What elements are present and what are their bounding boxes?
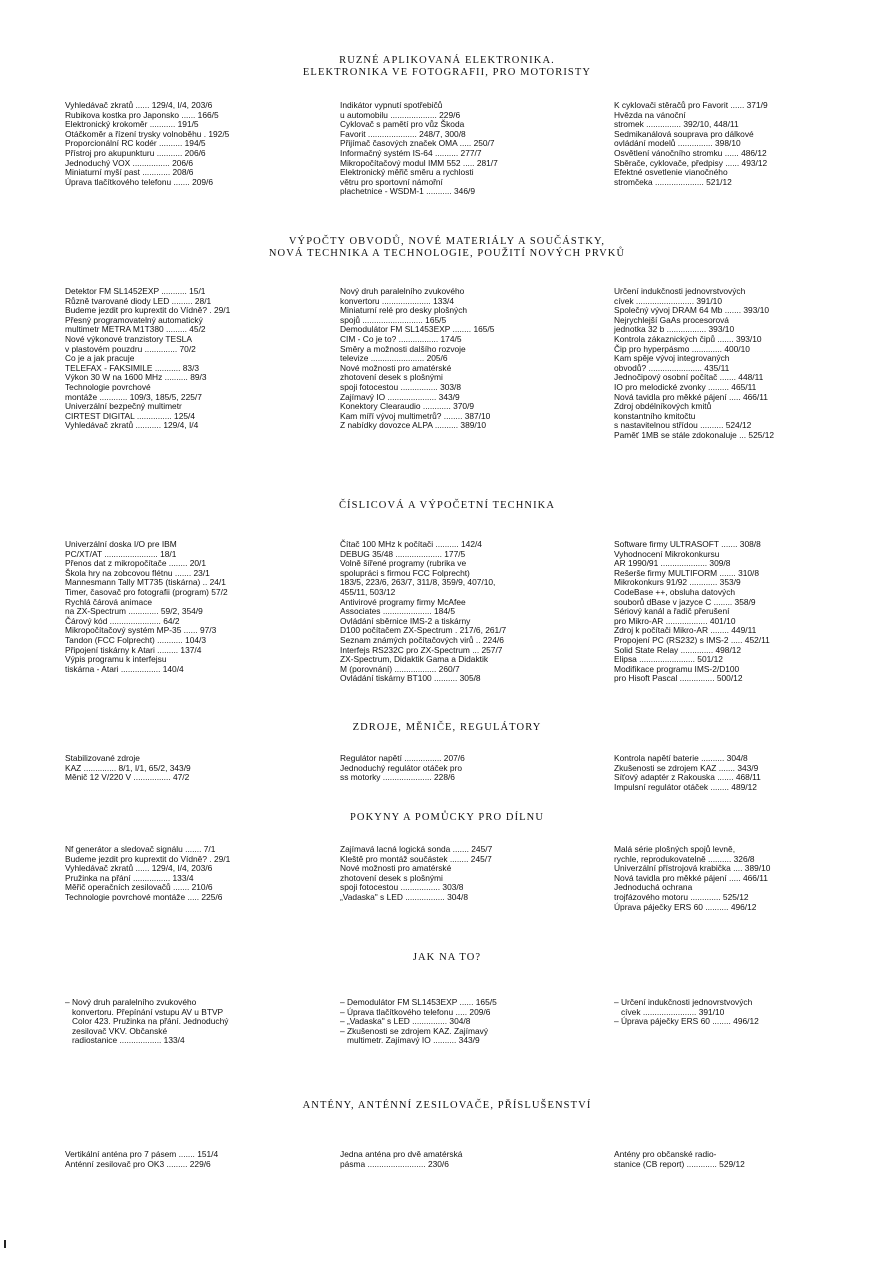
index-entry: Mikropočítačový modul IMM 552 ..... 281/7 <box>340 157 498 168</box>
index-entry: Mikrokonkurs 91/92 ............ 353/9 <box>614 577 741 588</box>
index-entry: 183/5, 223/6, 263/7, 311/8, 359/9, 407/10, <box>340 577 496 588</box>
index-entry: Impulsní regulátor otáček ........ 489/12 <box>614 781 757 792</box>
index-entry: Společný vývoj DRAM 64 Mb ....... 393/10 <box>614 305 770 316</box>
index-entry: Nová tavidla pro měkké pájení ..... 466/11 <box>614 391 768 402</box>
index-entry: Nf generátor a sledovač signálu ....... 7/1 <box>65 844 216 854</box>
section-column <box>340 101 498 197</box>
index-entry: cívek ....................... 391/10 <box>614 1006 725 1017</box>
section-title-line: ČÍSLICOVÁ A VÝPOČETNÍ TECHNIKA <box>338 500 556 511</box>
index-entry: plachetnice - WSDM-1 ........... 346/9 <box>340 186 475 197</box>
index-entry: Mikropočítačový systém MP-35 ...... 97/3 <box>65 625 217 636</box>
index-entry: TELEFAX - FAKSIMILE ........... 83/3 <box>65 362 200 373</box>
section-column <box>65 754 191 783</box>
index-entry: spoji fotocestou ................ 303/8 <box>340 381 462 392</box>
index-entry: multimetr METRA M1T380 ......... 45/2 <box>65 324 206 335</box>
index-entry: Software firmy ULTRASOFT ....... 308/8 <box>614 539 761 549</box>
index-entry: – Zkušenosti se zdrojem KAZ. Zajímavý <box>340 1025 489 1036</box>
index-entry: Antivirové programy firmy McAfee <box>340 596 466 607</box>
index-entry: CodeBase ++, obsluha datových <box>614 586 736 597</box>
section-title-line: JAK NA TO? <box>412 952 482 963</box>
index-entry: Favorit ..................... 248/7, 300/8 <box>340 128 466 139</box>
index-entry: Měřič operačních zesilovačů ....... 210/6 <box>65 882 213 893</box>
section-title <box>0 500 894 512</box>
index-entry: Výkon 30 W na 1600 MHz .......... 89/3 <box>65 372 207 383</box>
index-entry: IO pro melodické zvonky ......... 465/11 <box>614 381 757 392</box>
index-entry: stromek ............... 392/10, 448/11 <box>614 119 739 130</box>
index-entry: Detektor FM SL1452EXP ........... 15/1 <box>65 286 206 296</box>
index-entry: televize ....................... 205/6 <box>340 353 448 364</box>
index-entry: Timer, časovač pro fotografii (program) 57/2 <box>65 586 228 597</box>
index-entry: Pružinka na přání ................ 133/4 <box>65 872 194 883</box>
index-entry: Čítač 100 MHz k počítači .......... 142/4 <box>340 539 482 549</box>
index-entry: Jednoduchý regulátor otáček pro <box>340 762 462 773</box>
index-entry: Osvětlení vánočního stromku ...... 486/12 <box>614 147 767 158</box>
index-entry: Jedna anténa pro dvě amatérská <box>340 1149 463 1159</box>
index-entry: Kleště pro montáž součástek ........ 245/7 <box>340 853 492 864</box>
index-entry: konvertoru ..................... 133/4 <box>340 295 455 306</box>
index-entry: Hvězda na vánoční <box>614 109 686 120</box>
index-entry: Škola hry na zobcovou flétnu ....... 23/1 <box>65 567 210 578</box>
index-entry: konvertoru. Přepínání vstupu AV u BTVP <box>65 1006 224 1017</box>
index-entry: Regulátor napětí ................ 207/6 <box>340 753 465 763</box>
margin-mark <box>4 1240 6 1248</box>
index-entry: Vertikální anténa pro 7 pásem ....... 151/4 <box>65 1149 219 1159</box>
index-entry: zhotovení desek s plošnými <box>340 872 443 883</box>
section-column <box>65 540 228 674</box>
index-entry: tiskárna - Atari ................. 140/4 <box>65 663 184 674</box>
index-entry: Nejrychlejší GaAs procesorová <box>614 314 729 325</box>
index-entry: Sběrače, cyklovače, předpisy ...... 493/12 <box>614 157 768 168</box>
index-entry: Jednočipový osobní počítač ....... 448/11 <box>614 372 764 383</box>
index-entry: Budeme jezdit pro kuprextit do Vídně? . 29/1 <box>65 853 231 864</box>
section-column <box>614 101 768 187</box>
index-entry: Přenos dat z mikropočítače ........ 20/1 <box>65 558 207 569</box>
index-entry: Co je a jak pracuje <box>65 353 135 364</box>
index-entry: Různě tvarované diody LED ......... 28/1 <box>65 295 212 306</box>
index-entry: Associates ..................... 184/5 <box>340 606 455 617</box>
index-entry: „Vadaska" s LED ................. 304/8 <box>340 891 469 902</box>
index-entry: rychle, reprodukovatelně .......... 326/8 <box>614 853 755 864</box>
index-entry: Mannesmann Tally MT735 (tiskárna) .. 24/1 <box>65 577 226 588</box>
section-title <box>0 722 894 734</box>
index-entry: na ZX-Spectrum ............. 59/2, 354/9 <box>65 606 203 617</box>
index-entry: AR 1990/91 .................... 309/8 <box>614 558 731 569</box>
index-entry: stanice (CB report) ............. 529/12 <box>614 1158 745 1169</box>
section-title <box>0 952 894 964</box>
index-entry: Paměť 1MB se stále zdokonaluje ... 525/12 <box>614 429 775 440</box>
index-entry: Anténní zesilovač pro OK3 ......... 229/6 <box>65 1158 211 1169</box>
index-entry: u automobilu .................... 229/6 <box>340 109 461 120</box>
index-entry: Elektronický krokoměr ........... 191/5 <box>65 119 199 130</box>
index-entry: PC/XT/AT ....................... 18/1 <box>65 548 177 559</box>
section-column <box>340 845 492 903</box>
section-column <box>614 754 761 792</box>
section-title-line: ZDROJE, MĚNIČE, REGULÁTORY <box>352 722 542 733</box>
index-entry: Přijímač časových značek OMA ..... 250/7 <box>340 138 495 149</box>
index-entry: Kam míří vývoj multimetrů? ........ 387/10 <box>340 410 491 421</box>
index-entry: spoji fotocestou ................. 303/8 <box>340 882 464 893</box>
section-title-line: VÝPOČTY OBVODŮ, NOVÉ MATERIÁLY A SOUČÁSTKY, NOVÁ TECHNIKA A TECHNOLOGIE, POUŽITÍ NOVÝCH PRVKŮ <box>268 236 626 259</box>
index-entry: montáže ............ 109/3, 185/5, 225/7 <box>65 391 202 402</box>
index-entry: CIM - Co je to? ................. 174/5 <box>340 333 462 344</box>
index-entry: Cyklovač s pamětí pro vůz Škoda <box>340 119 465 130</box>
section-column <box>340 287 494 431</box>
section-column <box>340 540 506 684</box>
section-column <box>65 101 229 187</box>
index-entry: – „Vadaska" s LED ............... 304/8 <box>340 1016 471 1027</box>
index-entry: Univerzální bezpečný multimetr <box>65 401 182 412</box>
index-entry: Zajímavý IO ..................... 343/9 <box>340 391 460 402</box>
index-entry: Color 423. Pružinka na přání. Jednoduchý <box>65 1016 229 1027</box>
section-column <box>340 998 497 1046</box>
index-entry: Úprava páječky ERS 60 .......... 496/12 <box>614 901 757 912</box>
index-entry: Rubikova kostka pro Japonsko ...... 166/5 <box>65 109 219 120</box>
index-entry: Technologie povrchové montáže ..... 225/6 <box>65 891 223 902</box>
section-column <box>340 1150 462 1169</box>
index-entry: ss motorky ..................... 228/6 <box>340 772 455 783</box>
index-entry: Budeme jezdit pro kuprextit do Vídně? . 29/1 <box>65 305 231 316</box>
index-entry: – Nový druh paralelního zvukového <box>65 997 197 1007</box>
index-entry: Tandon (FCC Folprecht) ........... 104/3 <box>65 634 207 645</box>
index-entry: Seznam známých počítačových virů .. 224/6 <box>340 634 504 645</box>
index-entry: Určení indukčnosti jednovrstvových <box>614 286 746 296</box>
section-title-line: POKYNY A POMŮCKY PRO DÍLNU <box>349 812 545 823</box>
index-entry: Otáčkoměr a řízení trysky volnoběhu . 192/5 <box>65 128 230 139</box>
index-entry: Vyhodnocení Mikrokonkursu <box>614 548 720 559</box>
index-entry: Zkušenosti se zdrojem KAZ ....... 343/9 <box>614 762 759 773</box>
index-entry: v plastovém pouzdru .............. 70/2 <box>65 343 196 354</box>
index-entry: pásma ......................... 230/6 <box>340 1158 449 1169</box>
section-title <box>0 55 894 79</box>
index-entry: Nová tavidla pro měkké pájení ..... 466/11 <box>614 872 768 883</box>
index-entry: Čárový kód ...................... 64/2 <box>65 615 180 626</box>
index-entry: Vyhledávač zkratů ........... 129/4, I/4 <box>65 420 199 431</box>
index-entry: Univerzální přístrojová krabička .... 389/10 <box>614 863 771 874</box>
index-entry: Nový druh paralelního zvukového <box>340 286 465 296</box>
index-entry: ZX-Spectrum, Didaktik Gama a Didaktik <box>340 654 489 665</box>
index-entry: 455/11, 503/12 <box>340 586 396 597</box>
index-entry: Rešerše firmy MULTIFORM ....... 310/8 <box>614 567 760 578</box>
index-entry: Vyhledávač zkratů ...... 129/4, I/4, 203/6 <box>65 863 213 874</box>
index-entry: Jednoduchý VOX ................ 206/6 <box>65 157 194 168</box>
index-entry: Kontrola napětí baterie .......... 304/8 <box>614 753 748 763</box>
index-entry: Ovládání sběrnice IMS-2 a tiskárny <box>340 615 471 626</box>
section-title <box>0 812 894 824</box>
index-entry: Interfejs RS232C pro ZX-Spectrum ... 257/7 <box>340 644 503 655</box>
section-column <box>614 287 774 441</box>
section-column <box>340 754 465 783</box>
index-entry: Proporcionální RC kodér .......... 194/5 <box>65 138 206 149</box>
index-entry: stromčeka ..................... 521/12 <box>614 176 732 187</box>
section-column <box>65 287 230 431</box>
index-entry: Elektronický měřič směru a rychlosti <box>340 167 474 178</box>
index-entry: M (porovnání) .................. 260/7 <box>340 663 460 674</box>
index-entry: obvodů? ....................... 435/11 <box>614 362 730 373</box>
index-entry: – Demodulátor FM SL1453EXP ...... 165/5 <box>340 997 497 1007</box>
index-entry: cívek ......................... 391/10 <box>614 295 722 306</box>
section-column <box>614 845 770 912</box>
section-title <box>0 1100 894 1112</box>
index-entry: Čip pro hyperpásmo ............. 400/10 <box>614 343 750 354</box>
index-entry: Rychlá čárová animace <box>65 596 153 607</box>
index-entry: konstantního kmitočtu <box>614 410 696 421</box>
index-entry: CIRTEST DIGITAL ............... 125/4 <box>65 410 196 421</box>
index-entry: DEBUG 35/48 .................... 177/5 <box>340 548 466 559</box>
index-entry: Demodulátor FM SL1453EXP ........ 165/5 <box>340 324 495 335</box>
section-column <box>65 998 228 1046</box>
index-entry: Přesný programovatelný automatický <box>65 314 203 325</box>
index-entry: Efektné osvetlenie vianočného <box>614 167 728 178</box>
section-title-line: RUZNÉ APLIKOVANÁ ELEKTRONIKA. ELEKTRONIKA VE FOTOGRAFII, PRO MOTORISTY <box>302 55 592 78</box>
index-entry: zhotovení desek s plošnými <box>340 372 443 383</box>
index-entry: Sériový kanál a řadič přerušení <box>614 606 730 617</box>
index-entry: Vyhledávač zkratů ...... 129/4, I/4, 203/6 <box>65 100 213 110</box>
index-entry: Úprava tlačítkového telefonu ....... 209/6 <box>65 176 214 187</box>
index-entry: Síťový adaptér z Rakouska ....... 468/11 <box>614 772 761 783</box>
index-entry: Kontrola zákaznických čipů ....... 393/10 <box>614 333 762 344</box>
index-entry: – Úprava páječky ERS 60 ........ 496/12 <box>614 1016 759 1027</box>
section-title <box>0 236 894 260</box>
index-entry: Kam spěje vývoj integrovaných <box>614 353 730 364</box>
index-entry: – Určení indukčnosti jednovrstvových <box>614 997 753 1007</box>
index-entry: Konektory Clearaudio ............ 370/9 <box>340 401 475 412</box>
index-entry: Zdroj obdélníkových kmitů <box>614 401 712 412</box>
index-entry: Miniaturní relé pro desky plošných <box>340 305 468 316</box>
index-entry: trojfázového motoru ............. 525/12 <box>614 891 749 902</box>
index-entry: Sedmikanálová souprava pro dálkové <box>614 128 754 139</box>
index-entry: Antény pro občanské radio- <box>614 1149 717 1159</box>
section-title-line: ANTÉNY, ANTÉNNÍ ZESILOVAČE, PŘÍSLUŠENSTVÍ <box>302 1100 592 1111</box>
index-entry: Technologie povrchové <box>65 381 151 392</box>
index-entry: větru pro sportovní námořní <box>340 176 443 187</box>
index-entry: Univerzální doska I/O pre IBM <box>65 539 177 549</box>
section-column <box>614 540 770 684</box>
index-entry: Miniaturní myší past ............ 208/6 <box>65 167 194 178</box>
index-entry: radiostanice .................. 133/4 <box>65 1035 185 1046</box>
index-entry: pro Hisoft Pascal ............... 500/12 <box>614 673 743 684</box>
index-entry: Zdroj k počítači Mikro-AR ........ 449/11 <box>614 625 757 636</box>
index-entry: Výpis programu k interfejsu <box>65 654 167 665</box>
index-entry: pro Mikro-AR .................. 401/10 <box>614 615 736 626</box>
index-entry: – Úprava tlačítkového telefonu ..... 209/6 <box>340 1006 491 1017</box>
index-entry: Nové možnosti pro amatérské <box>340 863 452 874</box>
index-entry: zesilovač VKV. Občanské <box>65 1025 168 1036</box>
index-entry: KAZ .............. 8/1, I/1, 65/2, 343/9 <box>65 762 191 773</box>
index-entry: Volně šířené programy (rubrika ve <box>340 558 467 569</box>
index-entry: Indikátor vypnutí spotřebičů <box>340 100 443 110</box>
index-entry: Připojení tiskárny k Atari ......... 137/4 <box>65 644 202 655</box>
index-entry: Stabilizované zdroje <box>65 753 140 763</box>
index-entry: ovládání modelů ............... 398/10 <box>614 138 741 149</box>
index-entry: Elipsa ........................ 501/12 <box>614 654 723 665</box>
index-entry: Jednoduchá ochrana <box>614 882 693 893</box>
index-entry: souborů dBase v jazyce C ........ 358/9 <box>614 596 756 607</box>
index-entry: Nové výkonové tranzistory TESLA <box>65 333 192 344</box>
section-column <box>614 998 759 1027</box>
index-entry: Ovládání tiskárny BT100 .......... 305/8 <box>340 673 481 684</box>
index-entry: s nastavitelnou střídou .......... 524/12 <box>614 420 752 431</box>
section-column <box>65 845 230 903</box>
section-column <box>614 1150 745 1169</box>
index-entry: jednotka 32 b ................. 393/10 <box>614 324 735 335</box>
index-entry: Modifikace programu IMS-2/D100 <box>614 663 740 674</box>
section-column <box>65 1150 218 1169</box>
index-entry: Směry a možnosti dalšího rozvoje <box>340 343 466 354</box>
index-entry: Propojení PC (RS232) s IMS-2 ..... 452/11 <box>614 634 770 645</box>
index-entry: Z nabídky dovozce ALPA .......... 389/10 <box>340 420 487 431</box>
index-entry: Přístroj pro akupunkturu ........... 206/6 <box>65 147 206 158</box>
index-entry: Solid State Relay .............. 498/12 <box>614 644 742 655</box>
index-entry: Nové možnosti pro amatérské <box>340 362 452 373</box>
index-entry: spolupráci s firmou FCC Folprecht) <box>340 567 470 578</box>
index-entry: multimetr. Zajímavý IO .......... 343/9 <box>340 1035 480 1046</box>
index-entry: Měnič 12 V/220 V ................ 47/2 <box>65 772 190 783</box>
index-entry: K cyklovači stěračů pro Favorit ...... 371/9 <box>614 100 768 110</box>
index-entry: Informačný systém IS-64 .......... 277/7 <box>340 147 482 158</box>
index-entry: Zajímavá lacná logická sonda ....... 245/7 <box>340 844 493 854</box>
index-entry: spojů .......................... 165/5 <box>340 314 447 325</box>
index-entry: D100 počítačem ZX-Spectrum . 217/6, 261/7 <box>340 625 507 636</box>
index-entry: Malá série plošných spojů levně, <box>614 844 736 854</box>
